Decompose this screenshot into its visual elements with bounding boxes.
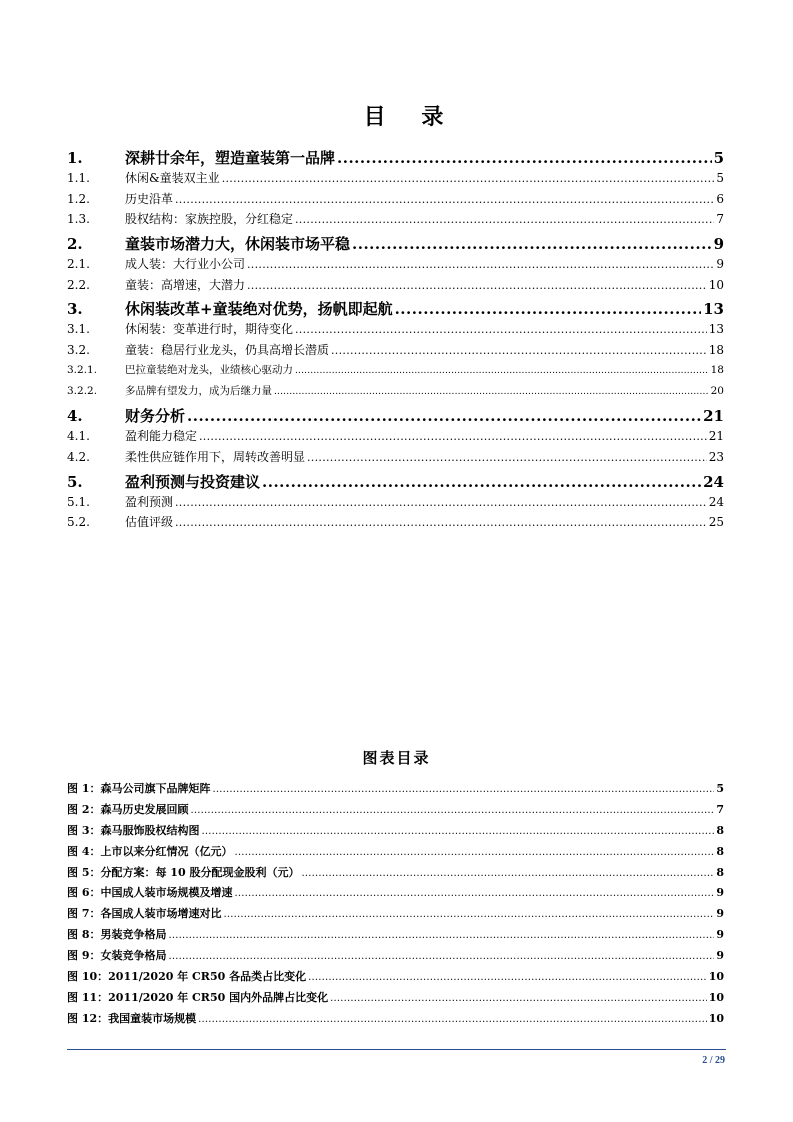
- toc-entry-3[interactable]: [67, 298, 724, 320]
- dot-leader: [295, 213, 714, 226]
- figure-entry-label: 图 9：女装竞争格局: [67, 949, 167, 963]
- toc-entry-3-2[interactable]: [67, 341, 724, 362]
- figure-list: [67, 780, 724, 1031]
- dot-leader: [331, 344, 707, 357]
- toc-entry-page: 23: [708, 449, 724, 464]
- toc-entry-number: 3.2.: [67, 343, 90, 358]
- toc-entry-2[interactable]: [67, 233, 724, 255]
- figure-entry-1[interactable]: [67, 780, 724, 801]
- toc-entry-page: 10: [708, 277, 724, 292]
- figure-entry-11[interactable]: [67, 989, 724, 1010]
- figure-entry-page: 8: [716, 823, 724, 837]
- figure-entry-7[interactable]: [67, 905, 724, 926]
- figure-entry-page: 9: [716, 928, 724, 942]
- dot-leader: [168, 951, 714, 962]
- figure-entry-9[interactable]: [67, 947, 724, 968]
- toc-entry-label: 盈利能力稳定: [125, 429, 198, 444]
- toc-entry-page: 9: [716, 257, 724, 272]
- toc-entry-number: 3.2.2.: [67, 384, 98, 397]
- figure-entry-page: 9: [716, 907, 724, 921]
- toc-entry-5-1[interactable]: [67, 493, 724, 514]
- toc-entry-number: 4.2.: [67, 449, 90, 464]
- toc-entry-page: 25: [708, 515, 724, 530]
- toc-entry-4[interactable]: [67, 405, 724, 427]
- table-of-contents: [67, 145, 724, 534]
- dot-leader: [247, 279, 707, 292]
- toc-entry-4-1[interactable]: [67, 427, 724, 448]
- toc-entry-5[interactable]: [67, 471, 724, 493]
- dot-leader: [190, 805, 714, 816]
- toc-entry-number: 1.3.: [67, 212, 90, 227]
- figure-entry-label: 图 7：各国成人装市场增速对比: [67, 907, 222, 921]
- toc-entry-page: 7: [716, 212, 724, 227]
- toc-entry-4-2[interactable]: [67, 448, 724, 469]
- toc-entry-number: 3.: [67, 300, 83, 319]
- toc-entry-label: 休闲装改革+童装绝对优势，扬帆即起航: [125, 300, 393, 319]
- toc-entry-number: 1.2.: [67, 191, 90, 206]
- figure-entry-page: 7: [716, 802, 724, 816]
- toc-entry-number: 3.2.1.: [67, 363, 98, 376]
- figure-entry-page: 8: [716, 865, 724, 879]
- toc-entry-page: 5: [716, 171, 724, 185]
- toc-title: 目 录: [363, 104, 458, 130]
- toc-entry-label: 盈利预测: [125, 494, 174, 509]
- toc-entry-number: 2.2.: [67, 277, 90, 292]
- figure-entry-12[interactable]: [67, 1010, 724, 1031]
- toc-entry-1-1[interactable]: [67, 169, 724, 190]
- dot-leader: [337, 149, 712, 167]
- figure-entry-4[interactable]: [67, 843, 724, 864]
- figure-entry-label: 图 2：森马历史发展回顾: [67, 802, 189, 816]
- toc-entry-number: 1.: [67, 149, 83, 167]
- toc-entry-page: 21: [703, 407, 724, 426]
- dot-leader: [301, 868, 714, 879]
- figure-list-title: 图表目录: [362, 749, 431, 767]
- figure-entry-6[interactable]: [67, 884, 724, 905]
- page-indicator: 2 / 29: [702, 1055, 725, 1066]
- figure-entry-page: 10: [708, 1011, 724, 1025]
- toc-entry-number: 1.1.: [67, 171, 90, 185]
- figure-entry-2[interactable]: [67, 801, 724, 822]
- dot-leader: [234, 888, 714, 899]
- figure-entry-label: 图 5：分配方案：每 10 股分配现金股利（元）: [67, 865, 300, 879]
- toc-entry-number: 2.: [67, 235, 83, 254]
- dot-leader: [395, 300, 702, 318]
- dot-leader: [201, 826, 714, 837]
- toc-entry-label: 估值评级: [125, 515, 174, 530]
- toc-entry-3-2-2[interactable]: [67, 383, 724, 404]
- dot-leader: [222, 172, 715, 185]
- figure-entry-10[interactable]: [67, 968, 724, 989]
- toc-entry-label: 童装市场潜力大，休闲装市场平稳: [125, 235, 351, 254]
- toc-entry-number: 5.2.: [67, 515, 90, 530]
- figure-entry-label: 图 6：中国成人装市场规模及增速: [67, 886, 233, 900]
- toc-entry-label: 巴拉童装绝对龙头，业绩核心驱动力: [125, 363, 293, 376]
- figure-entry-page: 9: [716, 886, 724, 900]
- dot-leader: [247, 258, 714, 271]
- toc-entry-label: 财务分析: [125, 407, 186, 426]
- dot-leader: [307, 451, 707, 464]
- dot-leader: [330, 993, 707, 1004]
- toc-entry-number: 4.1.: [67, 429, 90, 444]
- toc-entry-page: 5: [713, 149, 724, 167]
- figure-entry-page: 10: [708, 970, 724, 984]
- toc-entry-3-2-1[interactable]: [67, 362, 724, 383]
- toc-entry-1-2[interactable]: [67, 190, 724, 211]
- dot-leader: [234, 847, 714, 858]
- figure-entry-label: 图 12：我国童装市场规模: [67, 1011, 197, 1025]
- toc-entry-label: 成人装：大行业小公司: [125, 257, 246, 272]
- dot-leader: [175, 516, 707, 529]
- toc-entry-page: 18: [710, 363, 724, 376]
- figure-entry-3[interactable]: [67, 822, 724, 843]
- dot-leader: [308, 972, 707, 983]
- toc-entry-label: 股权结构：家族控股，分红稳定: [125, 212, 294, 227]
- toc-entry-page: 18: [708, 343, 724, 358]
- toc-entry-label: 柔性供应链作用下，周转改善明显: [125, 449, 306, 464]
- figure-entry-8[interactable]: [67, 926, 724, 947]
- toc-entry-label: 童装：稳居行业龙头，仍具高增长潜质: [125, 343, 330, 358]
- figure-entry-page: 9: [716, 949, 724, 963]
- toc-entry-1-3[interactable]: [67, 210, 724, 231]
- toc-entry-2-2[interactable]: [67, 276, 724, 297]
- dot-leader: [212, 784, 714, 795]
- dot-leader: [198, 1014, 707, 1025]
- toc-entry-page: 24: [708, 494, 724, 509]
- figure-entry-5[interactable]: [67, 864, 724, 885]
- toc-entry-label: 深耕廿余年，塑造童装第一品牌: [125, 149, 336, 167]
- toc-entry-number: 3.1.: [67, 322, 90, 337]
- dot-leader: [187, 407, 701, 425]
- figure-entry-label: 图 10：2011/2020 年 CR50 各品类占比变化: [67, 970, 307, 984]
- figure-entry-page: 5: [716, 782, 724, 795]
- toc-entry-page: 24: [703, 472, 724, 491]
- toc-entry-number: 4.: [67, 407, 83, 426]
- toc-entry-2-1[interactable]: [67, 255, 724, 276]
- toc-entry-page: 13: [703, 300, 724, 319]
- figure-entry-label: 图 3：森马服饰股权结构图: [67, 823, 200, 837]
- figure-entry-label: 图 4：上市以来分红情况（亿元）: [67, 844, 233, 858]
- toc-entry-label: 童装：高增速，大潜力: [125, 277, 246, 292]
- toc-entry-page: 6: [716, 191, 724, 206]
- toc-entry-label: 休闲&童装双主业: [125, 171, 220, 185]
- toc-entry-page: 13: [708, 322, 724, 337]
- toc-entry-number: 5.1.: [67, 494, 90, 509]
- figure-entry-label: 图 8：男装竞争格局: [67, 928, 167, 942]
- toc-entry-5-2[interactable]: [67, 513, 724, 534]
- toc-entry-label: 休闲装：变革进行时，期待变化: [125, 322, 294, 337]
- toc-entry-1[interactable]: [67, 147, 724, 169]
- toc-entry-3-1[interactable]: [67, 320, 724, 341]
- dot-leader: [295, 323, 707, 336]
- figure-entry-label: 图 11：2011/2020 年 CR50 国内外品牌占比变化: [67, 990, 329, 1004]
- toc-entry-number: 5.: [67, 472, 83, 491]
- dot-leader: [352, 235, 712, 253]
- toc-entry-label: 多品牌有望发力，成为后继力量: [125, 384, 272, 397]
- dot-leader: [199, 430, 707, 443]
- toc-entry-label: 历史沿革: [125, 191, 174, 206]
- dot-leader: [295, 366, 709, 376]
- toc-entry-page: 20: [710, 384, 724, 397]
- dot-leader: [168, 930, 714, 941]
- toc-entry-page: 9: [713, 235, 724, 254]
- figure-entry-page: 8: [716, 844, 724, 858]
- figure-entry-page: 10: [708, 990, 724, 1004]
- toc-entry-number: 2.1.: [67, 257, 90, 272]
- dot-leader: [175, 496, 707, 509]
- dot-leader: [175, 193, 714, 206]
- dot-leader: [223, 909, 714, 920]
- dot-leader: [274, 387, 709, 397]
- toc-entry-label: 盈利预测与投资建议: [125, 472, 261, 491]
- dot-leader: [262, 473, 701, 491]
- toc-entry-page: 21: [708, 429, 724, 444]
- footer-divider: [67, 1049, 726, 1050]
- figure-entry-label: 图 1：森马公司旗下品牌矩阵: [67, 782, 211, 795]
